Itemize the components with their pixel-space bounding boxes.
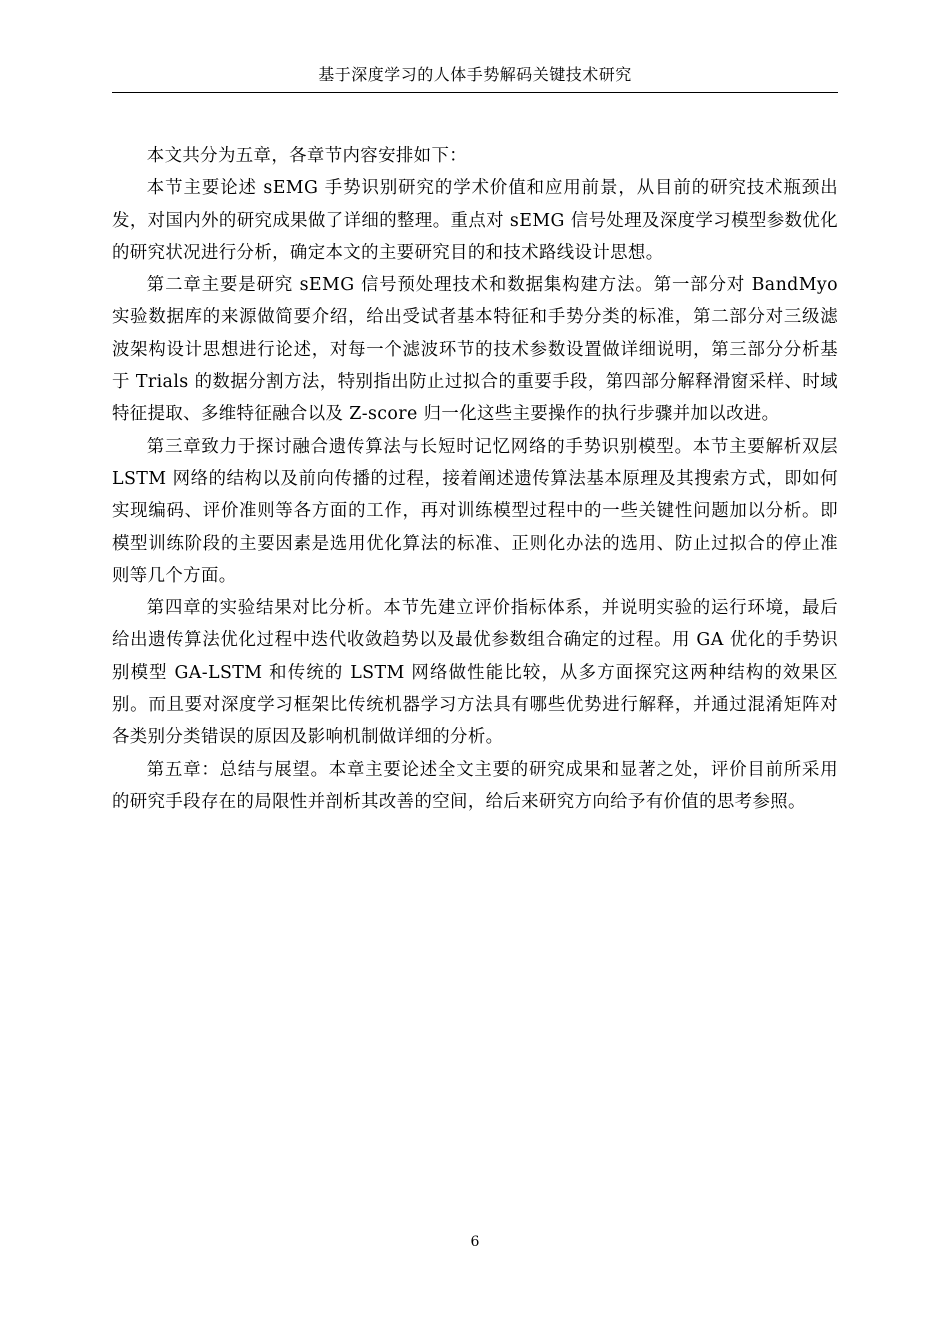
running-header-title: 基于深度学习的人体手势解码关键技术研究	[318, 65, 632, 84]
chapter-4-paragraph: 第四章的实验结果对比分析。本节先建立评价指标体系，并说明实验的运行环境，最后给出遗传算法优化过程中迭代收敛趋势以及最优参数组合确定的过程。用 GA 优化的手势识别模型 GA-LSTM 和传统的 LSTM 网络做性能比较，从多方面探究这两种结构的效果区别。而且要对深度学习框架比传统机器学习方法具有哪些优势进行解释，并通过混淆矩阵对各类别分类错误的原因及影响机制做详细的分析。	[112, 598, 838, 748]
page-number: 6	[470, 1234, 480, 1250]
body-text	[112, 140, 838, 818]
chapter-5-paragraph: 第五章：总结与展望。本章主要论述全文主要的研究成果和显著之处，评价目前所采用的研究手段存在的局限性并剖析其改善的空间，给后来研究方向给予有价值的思考参照。	[112, 759, 838, 812]
chapter-2-paragraph: 第二章主要是研究 sEMG 信号预处理技术和数据集构建方法。第一部分对 BandMyo 实验数据库的来源做简要介绍，给出受试者基本特征和手势分类的标准，第二部分对三级滤波架构设计思想进行论述，对每一个滤波环节的技术参数设置做详细说明，第三部分分析基于 Trials 的数据分割方法，特别指出防止过拟合的重要手段，第四部分解释滑窗采样、时域特征提取、多维特征融合以及 Z-score 归一化这些主要操作的执行步骤并加以改进。	[112, 275, 838, 425]
intro-paragraph: 本文共分为五章，各章节内容安排如下：	[146, 146, 468, 166]
chapter-1-paragraph: 本节主要论述 sEMG 手势识别研究的学术价值和应用前景，从目前的研究技术瓶颈出发，对国内外的研究成果做了详细的整理。重点对 sEMG 信号处理及深度学习模型参数优化的研究状况进行分析，确定本文的主要研究目的和技术路线设计思想。	[112, 178, 838, 263]
running-header	[112, 62, 838, 93]
chapter-3-paragraph: 第三章致力于探讨融合遗传算法与长短时记忆网络的手势识别模型。本节主要解析双层 LSTM 网络的结构以及前向传播的过程，接着阐述遗传算法基本原理及其搜索方式，即如何实现编码、评价准则等各方面的工作，再对训练模型过程中的一些关键性问题加以分析。即模型训练阶段的主要因素是选用优化算法的标准、正则化办法的选用、防止过拟合的停止准则等几个方面。	[112, 436, 838, 586]
